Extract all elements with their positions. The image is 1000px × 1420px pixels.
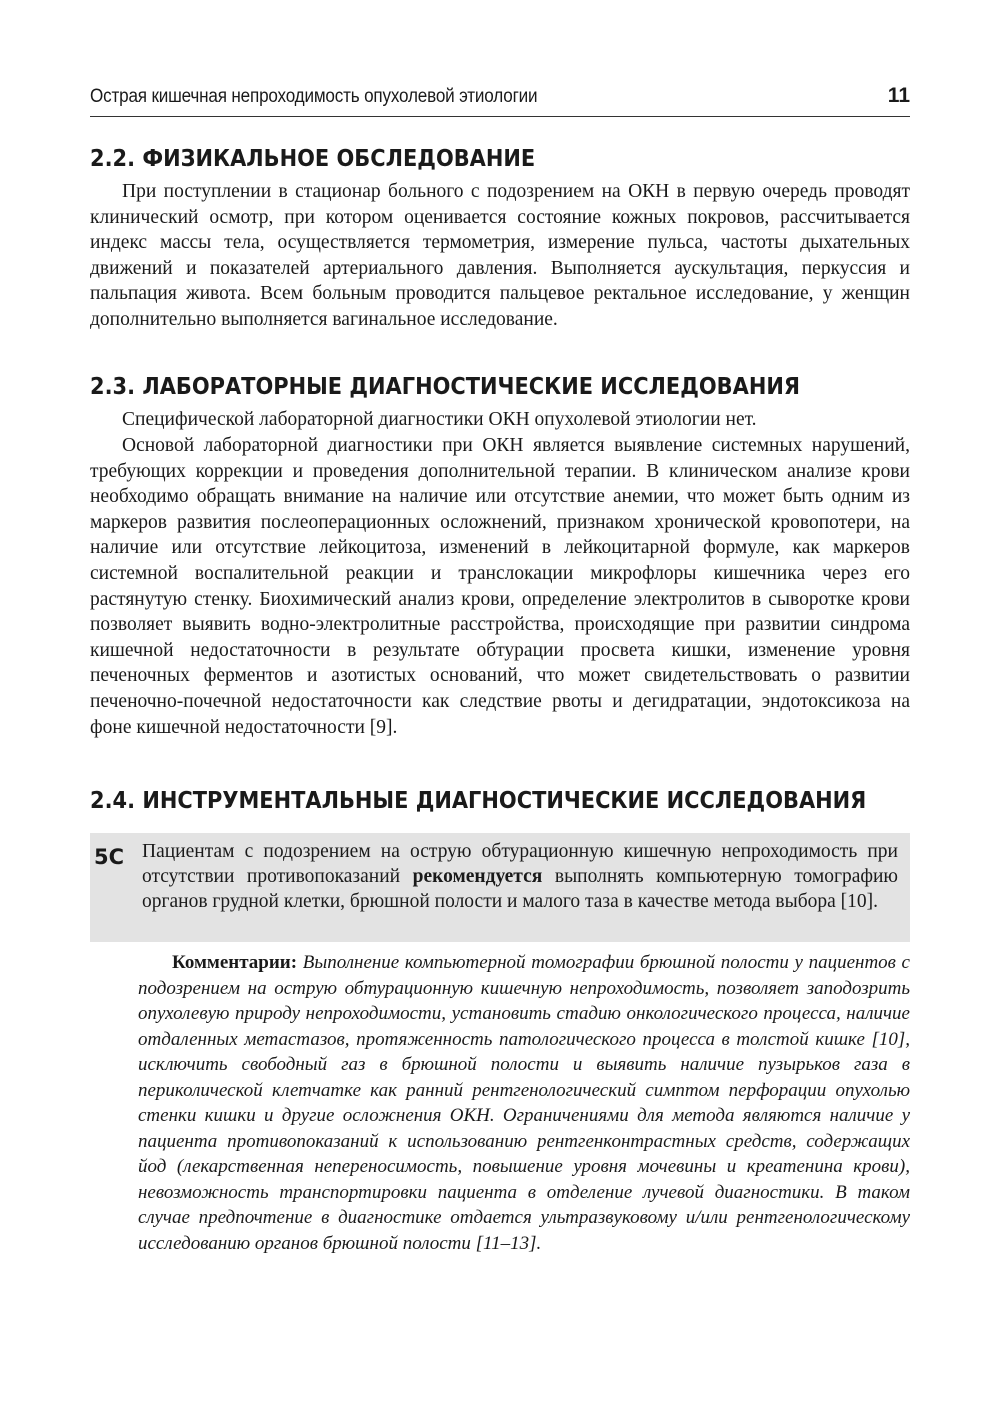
comment-label: Комментарии: [172, 952, 298, 973]
page-header [90, 82, 910, 117]
recommendation-emphasis: рекомендуется [412, 865, 543, 887]
recommendation-text: Пациентам с подозрением на острую обтурационную кишечную непроходимость при отсутствии противопоказаний рекомендуется выполнять компьютерную томографию органов грудной клетки, брюшной полости и малого таза в качестве метода выбора [10]. [142, 841, 898, 912]
section-heading-instrumental-diagnostics: 2.4. ИНСТРУМЕНТАЛЬНЫЕ ДИАГНОСТИЧЕСКИЕ ИССЛЕДОВАНИЯ [90, 788, 867, 814]
section-heading-physical-exam: 2.2. ФИЗИКАЛЬНОЕ ОБСЛЕДОВАНИЕ [90, 146, 536, 172]
paragraph-physical-exam: При поступлении в стационар больного с подозрением на ОКН в первую очередь проводят клинический осмотр, при котором оценивается состояние кожных покровов, рассчитывается индекс массы тела, осуществляется термометрия, измерение пульса, частоты дыхательных движений и показателей артериального давления. Выполняется аускультация, перкуссия и пальпация живота. Всем больным проводится пальцевое ректальное исследование, у женщин дополнительно выполняется вагинальное исследование. [90, 181, 910, 330]
comment-block [138, 950, 910, 1256]
paragraph-lab-details: Основой лабораторной диагностики при ОКН является выявление системных нарушений, требующих коррекции и проведения дополнительной терапии. В клиническом анализе крови необходимо обращать внимание на наличие или отсутствие анемии, что может быть одним из маркеров развития послеоперационных осложнений, признаком хронической кровопотери, на наличие или отсутствие лейкоцитоза, изменений в лейкоцитарной формуле, как маркеров системной воспалительной реакции и транслокации микрофлоры кишечника через его растянутую стенку. Биохимический анализ крови, определение электролитов в сыворотке крови позволяет выявить водно-электролитные расстройства, происходящие при развитии синдрома кишечной недостаточности в результате обтурации просвета кишки, изменение уровня печеночных ферментов и азотистых оснований, что может свидетельствовать о развитии печеночно-почечной недостаточности как следствие рвоты и дегидратации, эндотоксикоза на фоне кишечной недостаточности [9]. [90, 435, 910, 738]
paragraph-lab-intro: Специфической лабораторной диагностики ОКН опухолевой этиологии нет. [122, 409, 757, 430]
comment-text: Выполнение компьютерной томографии брюшной полости у пациентов с подозрением на острую обтурационную кишечную непроходимость, позволяет заподозрить опухолевую природу непроходимости, установить стадию онкологического процесса, наличие отдаленных метастазов, протяженность патологического процесса в толстой кишке [10], исключить свободный газ в брюшной полости и выявить наличие пузырьков газа в периколической клетчатке как ранний рентгенологический симптом перфорации опухолью стенки кишки и другие осложнения ОКН. Ограничениями для метода являются наличие у пациента противопоказаний к использованию рентгенконтрастных средств, содержащих йод (лекарственная непереносимость, повышение уровня мочевины и креатенина крови), невозможность транспортировки пациента в отделение лучевой диагностики. В таком случае предпочтение в диагностике отдается ультразвуковому и/или рентгенологическому исследованию органов брюшной полости [11–13]. [138, 952, 910, 1254]
recommendation-grade: 5C [94, 845, 125, 869]
running-title: Острая кишечная непроходимость опухолевой этиологии [90, 86, 538, 107]
section-heading-lab-diagnostics: 2.3. ЛАБОРАТОРНЫЕ ДИАГНОСТИЧЕСКИЕ ИССЛЕДОВАНИЯ [90, 374, 800, 400]
page-number: 11 [887, 84, 910, 107]
recommendation-box [90, 833, 910, 942]
